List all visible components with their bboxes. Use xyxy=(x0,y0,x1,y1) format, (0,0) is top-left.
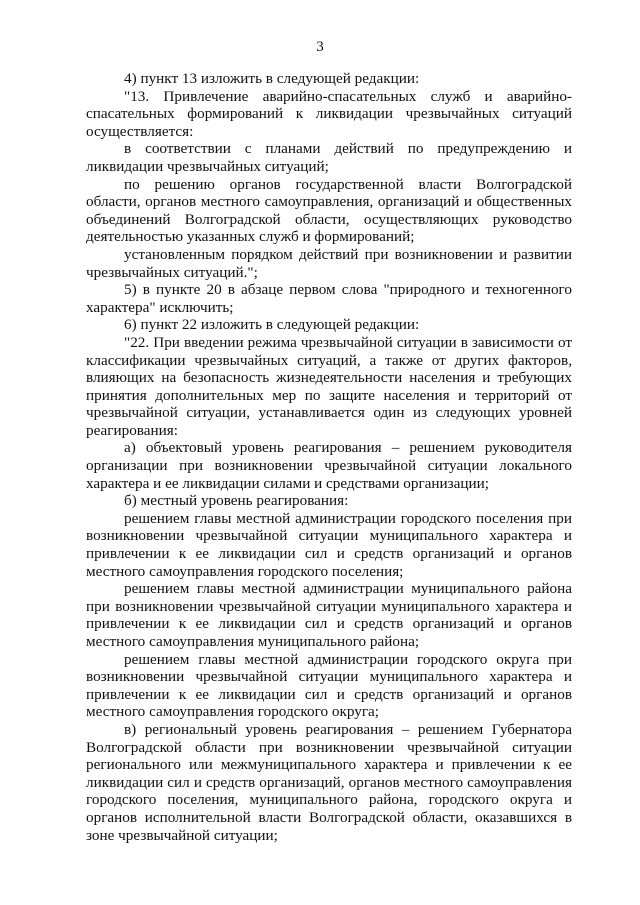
clause-13-point-procedure: установленным порядком действий при возникновении и развитии чрезвычайных ситуаций."; xyxy=(86,245,572,281)
clause-22-level-object: а) объектовый уровень реагирования – решением руководителя организации при возникновении чрезвычайной ситуации локального характера и ее ликвидации силами и средствами организации; xyxy=(86,439,572,492)
clause-13-intro: "13. Привлечение аварийно-спасательных служб и аварийно-спасательных формирований к ликвидации чрезвычайных ситуаций осуществляется: xyxy=(86,87,572,140)
clause-22-intro: "22. При введении режима чрезвычайной ситуации в зависимости от классификации чрезвычайных ситуаций, а также от других факторов, влияющих на безопасность жизнедеятельности населения и требующих принятия дополнительных мер по защите населения и территорий от чрезвычайной ситуации, устанавливается один из следующих уровней реагирования: xyxy=(86,333,572,439)
amendment-item-6: 6) пункт 22 изложить в следующей редакции: xyxy=(124,316,420,334)
clause-22-local-urban-district: решением главы местной администрации городского округа при возникновении чрезвычайной ситуации муниципального характера и привлечении к ее ликвидации сил и средств организаций и органов местного самоуправления городского округа; xyxy=(86,650,572,721)
clause-13-point-plans: в соответствии с планами действий по предупреждению и ликвидации чрезвычайных ситуаций; xyxy=(86,140,572,175)
clause-22-local-urban-settlement: решением главы местной администрации городского поселения при возникновении чрезвычайной ситуации муниципального характера и привлечении к ее ликвидации сил и средств организаций и органов местного самоуправления городского поселения; xyxy=(86,509,572,580)
page-number: 3 xyxy=(316,39,324,55)
clause-22-level-regional: в) региональный уровень реагирования – решением Губернатора Волгоградской области при возникновении чрезвычайной ситуации регионального или межмуниципального характера и привлечении к ее ликвидации сил и средств организаций, органов местного самоуправления городского поселения, муниципального района, городского округа и органов исполнительной власти Волгоградской области, оказавшихся в зоне чрезвычайной ситуации; xyxy=(86,720,572,844)
clause-22-level-local: б) местный уровень реагирования: xyxy=(124,492,349,510)
document-body xyxy=(86,70,572,844)
amendment-item-5: 5) в пункте 20 в абзаце первом слова "природного и техногенного характера" исключить; xyxy=(86,281,572,316)
amendment-item-4: 4) пункт 13 изложить в следующей редакции: xyxy=(124,70,420,87)
clause-22-local-municipal-district: решением главы местной администрации муниципального района при возникновении чрезвычайной ситуации муниципального характера и привлечении к ее ликвидации сил и средств организаций и органов местного самоуправления муниципального района; xyxy=(86,580,572,650)
clause-13-point-decision: по решению органов государственной власти Волгоградской области, органов местного самоуправления, организаций и общественных объединений Волгоградской области, осуществляющих руководство деятельностью указанных служб и формирований; xyxy=(86,175,572,246)
